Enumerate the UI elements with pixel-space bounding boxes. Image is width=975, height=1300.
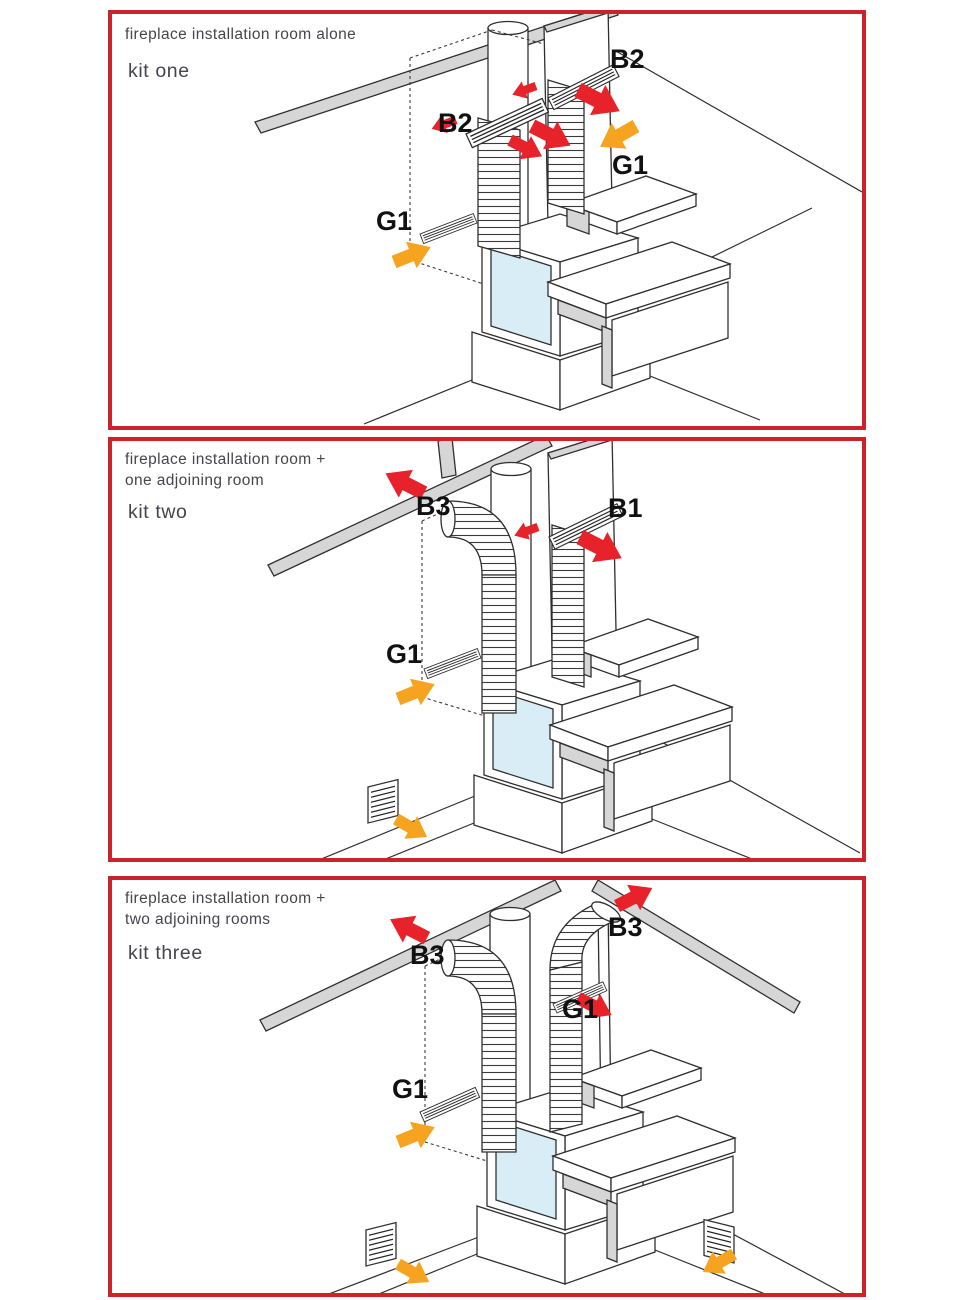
panel3-title-line2: two adjoining rooms <box>125 911 271 928</box>
label-g1: G1 <box>386 639 423 669</box>
g1-grille-left <box>420 214 477 244</box>
panel3-title-line1: fireplace installation room + <box>125 890 326 907</box>
label-g1-left: G1 <box>376 206 413 236</box>
label-g1-left: G1 <box>392 1074 429 1104</box>
orange-arrow-left-room <box>392 1253 436 1293</box>
kit-two-diagram <box>112 441 862 858</box>
wall-grille-left-room <box>366 1223 396 1266</box>
label-b3-right: B3 <box>608 912 643 942</box>
label-b1: B1 <box>608 493 643 523</box>
label-b2-left: B2 <box>438 108 473 138</box>
panel2-title-line1: fireplace installation room + <box>125 451 326 468</box>
orange-arrow-g1 <box>393 671 440 712</box>
kit-one-diagram <box>112 14 862 426</box>
panel2-title-line2: one adjoining room <box>125 472 265 489</box>
panel-kit-three <box>108 876 866 1297</box>
label-b2-top-right: B2 <box>610 44 645 74</box>
orange-arrow-g1-left <box>393 1114 440 1155</box>
label-g1-right: G1 <box>562 994 599 1024</box>
g1-grille <box>424 649 481 679</box>
panel2-kit-name: kit two <box>128 501 188 523</box>
panel1-kit-name: kit one <box>128 60 190 82</box>
panel-kit-one <box>108 10 866 430</box>
label-g1-right: G1 <box>612 150 649 180</box>
label-b3: B3 <box>416 491 451 521</box>
b3-elbow-duct-left <box>441 940 516 1152</box>
kit-three-diagram <box>112 880 862 1293</box>
panel1-title: fireplace installation room alone <box>125 26 357 43</box>
b3-elbow-duct <box>441 501 516 713</box>
flex-duct-right <box>550 962 582 1132</box>
flex-duct-right <box>552 525 584 687</box>
wall-grille-adjoining-room <box>368 780 398 823</box>
label-b3-left: B3 <box>410 940 445 970</box>
g1-grille-left <box>420 1087 480 1121</box>
panel-kit-two <box>108 437 866 862</box>
beam-upright <box>438 441 456 478</box>
panel3-kit-name: kit three <box>128 942 203 964</box>
